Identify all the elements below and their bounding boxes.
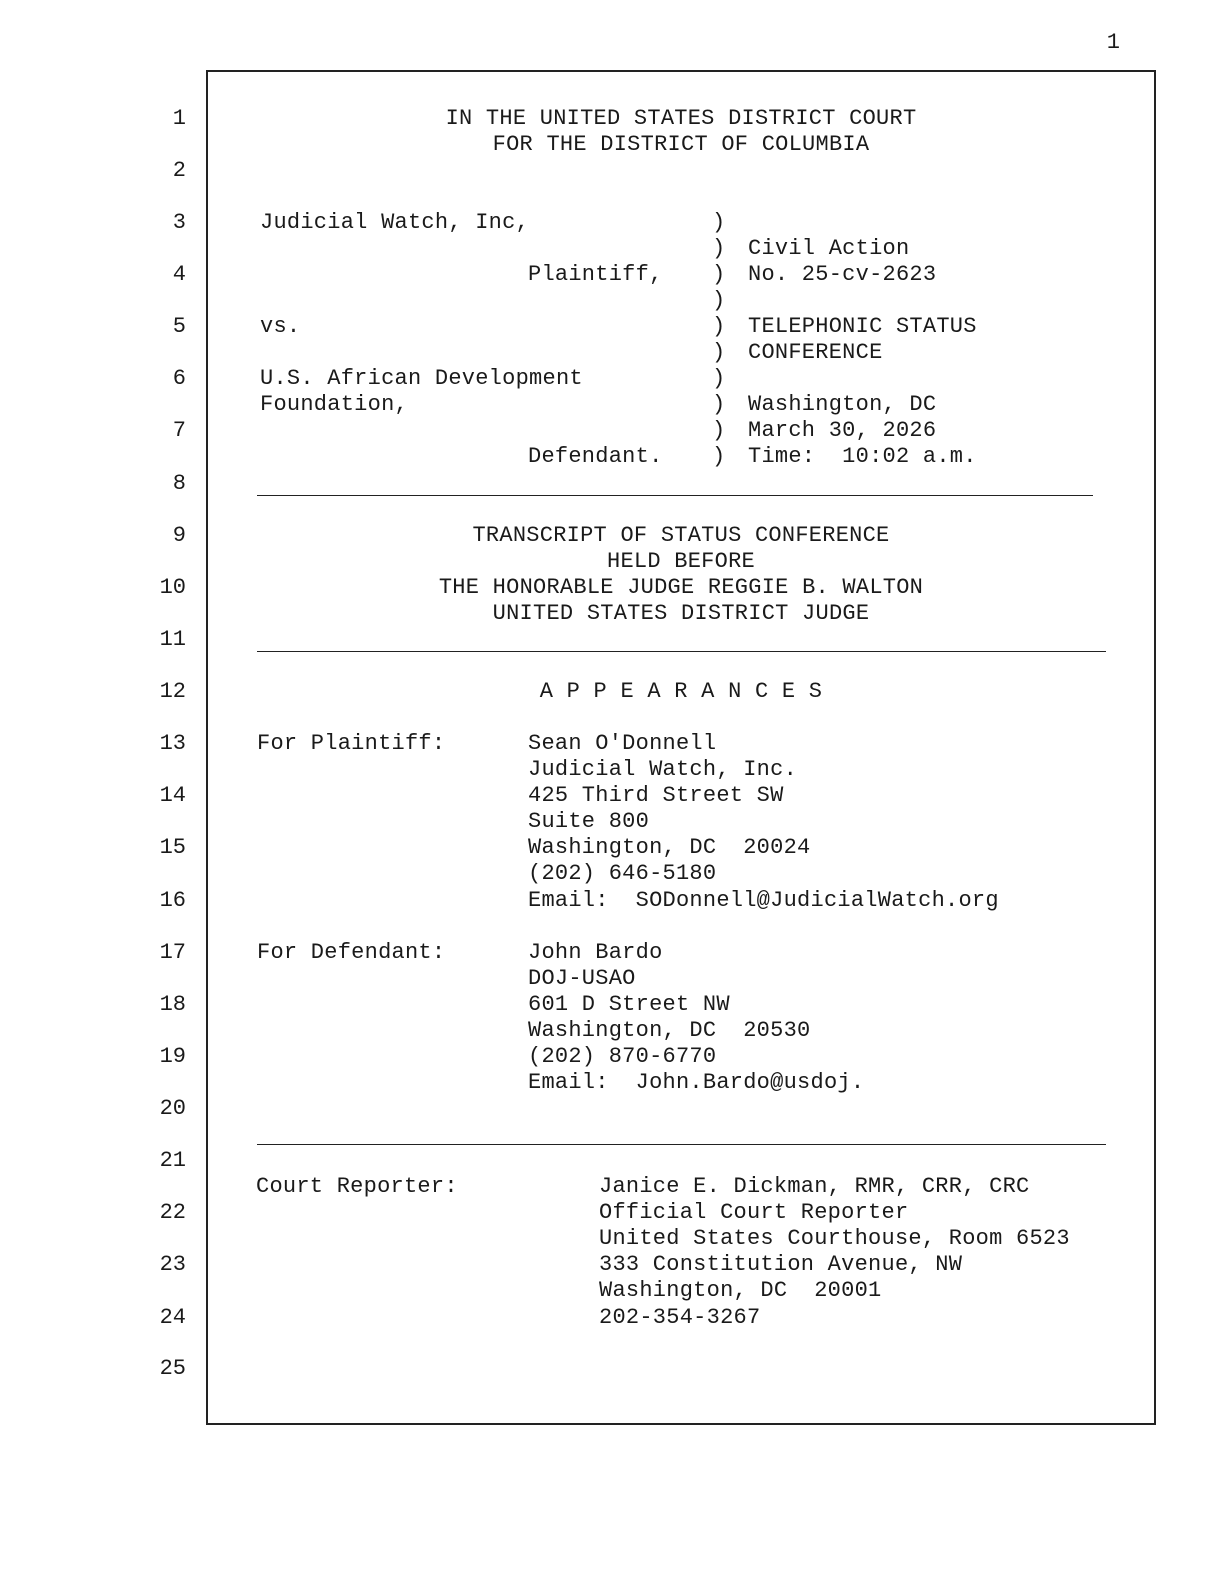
line-number: 20 bbox=[159, 1096, 186, 1121]
line-number: 7 bbox=[172, 418, 186, 443]
line-number: 13 bbox=[159, 731, 186, 756]
line-number: 22 bbox=[159, 1200, 186, 1225]
defendant-counsel-line: John Bardo bbox=[528, 940, 663, 965]
hearing-date: March 30, 2026 bbox=[748, 418, 937, 443]
line-number: 8 bbox=[172, 471, 186, 496]
line-number: 2 bbox=[172, 158, 186, 183]
proceeding-type-cont: CONFERENCE bbox=[748, 340, 883, 365]
caption-paren: ) bbox=[712, 314, 726, 339]
line-number: 19 bbox=[159, 1044, 186, 1069]
line-number: 9 bbox=[172, 523, 186, 548]
plaintiff-counsel-label: For Plaintiff: bbox=[257, 731, 446, 756]
divider bbox=[257, 651, 1106, 652]
defendant-counsel-line: Email: John.Bardo@usdoj. bbox=[528, 1070, 865, 1095]
court-reporter-line: Washington, DC 20001 bbox=[599, 1278, 882, 1303]
plaintiff-counsel-line: (202) 646-5180 bbox=[528, 861, 717, 886]
line-number: 23 bbox=[159, 1252, 186, 1277]
caption-paren: ) bbox=[712, 210, 726, 235]
line-number: 24 bbox=[159, 1305, 186, 1330]
court-district: FOR THE DISTRICT OF COLUMBIA bbox=[492, 132, 870, 157]
hearing-location: Washington, DC bbox=[748, 392, 937, 417]
court-reporter-label: Court Reporter: bbox=[256, 1174, 458, 1199]
defendant-role: Defendant. bbox=[528, 444, 663, 469]
appearances-heading: A P P E A R A N C E S bbox=[539, 679, 823, 704]
court-reporter-line: 333 Constitution Avenue, NW bbox=[599, 1252, 963, 1277]
defendant-counsel-line: (202) 870-6770 bbox=[528, 1044, 717, 1069]
line-number: 17 bbox=[159, 940, 186, 965]
defendant-counsel-line: Washington, DC 20530 bbox=[528, 1018, 811, 1043]
plaintiff-counsel-line: Judicial Watch, Inc. bbox=[528, 757, 798, 782]
proceeding-type: TELEPHONIC STATUS bbox=[748, 314, 977, 339]
court-name: IN THE UNITED STATES DISTRICT COURT bbox=[445, 106, 917, 131]
plaintiff-counsel-line: Washington, DC 20024 bbox=[528, 835, 811, 860]
line-number: 10 bbox=[159, 575, 186, 600]
line-number: 12 bbox=[159, 679, 186, 704]
versus: vs. bbox=[260, 314, 301, 339]
line-number: 14 bbox=[159, 783, 186, 808]
transcript-title: TRANSCRIPT OF STATUS CONFERENCE bbox=[472, 523, 890, 548]
caption-paren: ) bbox=[712, 288, 726, 313]
line-number: 3 bbox=[172, 210, 186, 235]
caption-paren: ) bbox=[712, 236, 726, 261]
defendant-counsel-line: 601 D Street NW bbox=[528, 992, 730, 1017]
case-number: No. 25-cv-2623 bbox=[748, 262, 937, 287]
court-reporter-line: United States Courthouse, Room 6523 bbox=[599, 1226, 1070, 1251]
caption-paren: ) bbox=[712, 418, 726, 443]
presiding-judge: THE HONORABLE JUDGE REGGIE B. WALTON bbox=[438, 575, 924, 600]
hearing-time: Time: 10:02 a.m. bbox=[748, 444, 977, 469]
defendant-counsel-label: For Defendant: bbox=[257, 940, 446, 965]
transcript-title-held: HELD BEFORE bbox=[607, 549, 755, 574]
line-number: 16 bbox=[159, 888, 186, 913]
defendant-name-cont: Foundation, bbox=[260, 392, 408, 417]
caption-paren: ) bbox=[712, 340, 726, 365]
plaintiff-counsel-line: Sean O'Donnell bbox=[528, 731, 717, 756]
court-reporter-line: Official Court Reporter bbox=[599, 1200, 909, 1225]
caption-paren: ) bbox=[712, 366, 726, 391]
line-number: 15 bbox=[159, 835, 186, 860]
line-number: 1 bbox=[172, 106, 186, 131]
court-reporter-line: Janice E. Dickman, RMR, CRR, CRC bbox=[599, 1174, 1030, 1199]
court-reporter-line: 202-354-3267 bbox=[599, 1305, 761, 1330]
caption-paren: ) bbox=[712, 444, 726, 469]
line-number: 11 bbox=[159, 627, 186, 652]
civil-action-label: Civil Action bbox=[748, 236, 910, 261]
plaintiff-counsel-line: 425 Third Street SW bbox=[528, 783, 784, 808]
line-number: 21 bbox=[159, 1148, 186, 1173]
line-number: 6 bbox=[172, 366, 186, 391]
judge-title: UNITED STATES DISTRICT JUDGE bbox=[492, 601, 870, 626]
caption-paren: ) bbox=[712, 392, 726, 417]
plaintiff-name: Judicial Watch, Inc, bbox=[260, 210, 530, 235]
divider bbox=[257, 1144, 1106, 1145]
plaintiff-role: Plaintiff, bbox=[528, 262, 663, 287]
caption-paren: ) bbox=[712, 262, 726, 287]
page-number: 1 bbox=[1106, 30, 1120, 55]
divider bbox=[257, 495, 1093, 496]
plaintiff-counsel-line: Email: SODonnell@JudicialWatch.org bbox=[528, 888, 999, 913]
line-number: 25 bbox=[159, 1356, 186, 1381]
defendant-name: U.S. African Development bbox=[260, 366, 583, 391]
defendant-counsel-line: DOJ-USAO bbox=[528, 966, 636, 991]
line-number: 5 bbox=[172, 314, 186, 339]
plaintiff-counsel-line: Suite 800 bbox=[528, 809, 650, 834]
line-number: 18 bbox=[159, 992, 186, 1017]
line-number: 4 bbox=[172, 262, 186, 287]
